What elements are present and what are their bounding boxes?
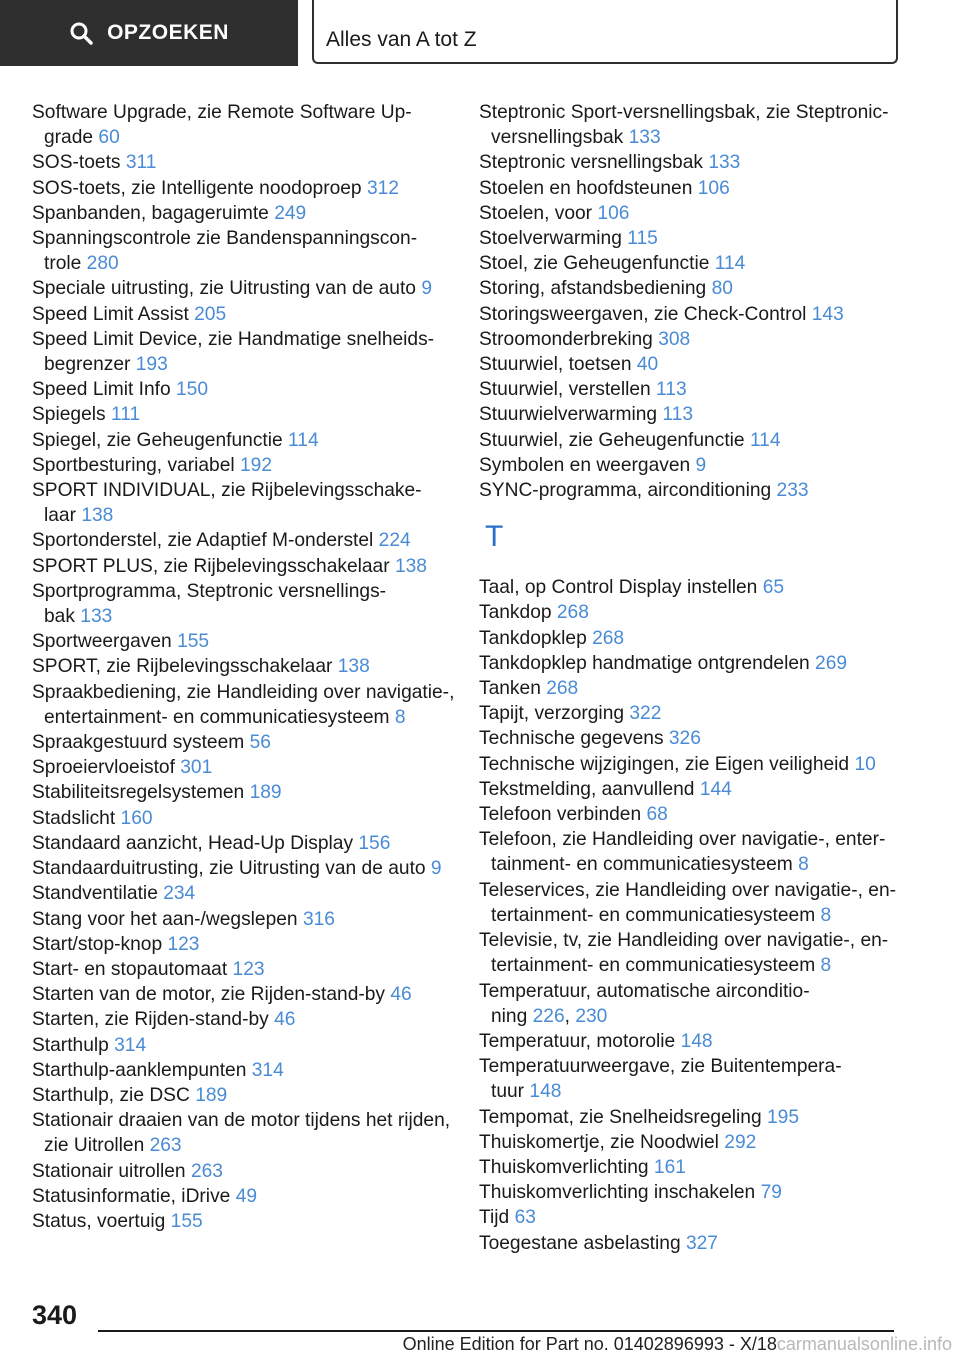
page-link[interactable]: 280: [86, 253, 119, 275]
entry-text: Tankdopklep: [479, 627, 587, 649]
index-entry: [479, 478, 899, 503]
index-entry: [479, 676, 899, 701]
page-link[interactable]: 123: [232, 958, 265, 980]
entry-text: Standventilatie: [32, 883, 158, 905]
entry-text: Symbolen en weergaven: [479, 454, 691, 476]
page-link[interactable]: 155: [177, 631, 210, 653]
index-group-t: [479, 575, 899, 1255]
entry-text: bak: [44, 606, 75, 628]
page-link[interactable]: 56: [249, 732, 271, 754]
entry-text: Standaard aanzicht, Head-Up Display: [32, 832, 354, 854]
index-entry: [32, 629, 452, 654]
index-entry: [32, 276, 452, 301]
index-entry: [479, 701, 899, 726]
entry-text: Tekstmelding, aanvullend: [479, 778, 695, 800]
index-column-right: [479, 100, 899, 1256]
page-link[interactable]: 205: [194, 303, 227, 325]
index-entry: [32, 150, 452, 175]
index-entry: [32, 377, 452, 402]
index-entry: [32, 1007, 452, 1032]
entry-text: tuur: [491, 1081, 525, 1103]
page-link[interactable]: 113: [656, 379, 687, 401]
page-link[interactable]: 60: [98, 127, 120, 149]
index-entry: [32, 730, 452, 755]
entry-text: Starten, zie Rijden-stand-by: [32, 1009, 269, 1031]
entry-text: Televisie, tv, zie Handleiding over navigatie-, en-: [479, 930, 889, 952]
entry-text: Tanken: [479, 678, 541, 700]
entry-text: Spanningscontrole zie Bandenspanningscon-: [32, 228, 418, 250]
index-entry: [32, 176, 452, 201]
page-link[interactable]: 226: [532, 1005, 565, 1027]
index-entry: [479, 1180, 899, 1205]
index-entry: [479, 402, 899, 427]
page-link[interactable]: 114: [714, 253, 746, 275]
index-entry: [32, 327, 452, 377]
entry-text: Tijd: [479, 1207, 510, 1229]
entry-text: Speed Limit Assist: [32, 303, 189, 325]
page-link[interactable]: 144: [699, 778, 732, 800]
page-link[interactable]: 40: [636, 354, 659, 376]
entry-text: Spanbanden, bagageruimte: [32, 202, 269, 224]
index-entry: [32, 453, 452, 478]
index-group-s: [479, 100, 899, 503]
index-entry: [32, 1033, 452, 1058]
page-link[interactable]: 224: [378, 530, 411, 552]
entry-text: Sportbesturing, variabel: [32, 454, 235, 476]
page-link[interactable]: 160: [120, 807, 153, 829]
page-link[interactable]: 80: [711, 278, 733, 300]
index-entry: [479, 928, 899, 978]
page-link[interactable]: 8: [820, 955, 832, 977]
page-link[interactable]: 138: [337, 656, 370, 678]
entry-text: Tankdop: [479, 602, 552, 624]
page-link[interactable]: 156: [358, 832, 391, 854]
entry-text: ning: [491, 1005, 528, 1027]
index-entry: [479, 600, 899, 625]
page-link[interactable]: 268: [592, 627, 625, 649]
breadcrumb-label: Alles van A tot Z: [326, 28, 477, 51]
index-entry: [479, 201, 899, 226]
entry-text: Start- en stopautomaat: [32, 958, 228, 980]
page-link[interactable]: 314: [251, 1059, 284, 1081]
index-entry: [479, 251, 899, 276]
entry-text: Teleservices, zie Handleiding over navigatie-, en-: [479, 879, 897, 901]
page-link[interactable]: 114: [288, 429, 319, 451]
entry-text: Starthulp: [32, 1034, 109, 1056]
edition-text: Online Edition for Part no. 01402896993 - X/18: [402, 1334, 777, 1354]
entry-text: SOS-toets: [32, 152, 121, 174]
page-link[interactable]: 268: [546, 678, 579, 700]
index-entry: [479, 827, 899, 877]
entry-text: begrenzer: [44, 354, 131, 376]
page-link[interactable]: 8: [798, 854, 809, 876]
page-link[interactable]: 155: [170, 1210, 203, 1232]
page-link[interactable]: 268: [556, 602, 589, 624]
entry-text: Telefoon, zie Handleiding over navigatie-, enter-: [479, 829, 886, 851]
page-link[interactable]: 189: [195, 1084, 228, 1106]
page-link[interactable]: 263: [190, 1160, 223, 1182]
index-entry: [479, 1029, 899, 1054]
entry-text: Sproeiervloeistof: [32, 757, 175, 779]
entry-text: SPORT INDIVIDUAL, zie Rijbelevingsschake-: [32, 480, 422, 502]
entry-text: Thuiskomertje, zie Noodwiel: [479, 1131, 719, 1153]
index-entry: [32, 654, 452, 679]
section-letter: T: [485, 520, 504, 554]
breadcrumb-tab[interactable]: [312, 0, 898, 64]
page-link[interactable]: 308: [658, 328, 691, 350]
page-link[interactable]: 8: [820, 904, 832, 926]
index-entry: [32, 478, 452, 528]
index-entry: [32, 780, 452, 805]
index-entry: [32, 831, 452, 856]
page-link[interactable]: 195: [766, 1106, 799, 1128]
entry-text: Stoel, zie Geheugenfunctie: [479, 253, 710, 275]
entry-text: Speciale uitrusting, zie Uitrusting van de auto: [32, 278, 416, 300]
page-link[interactable]: 46: [390, 984, 412, 1006]
entry-text: Stang voor het aan-/wegslepen: [32, 908, 298, 930]
entry-text: Thuiskomverlichting: [479, 1156, 649, 1178]
index-entry: [479, 802, 899, 827]
page-link[interactable]: 63: [514, 1207, 536, 1229]
entry-text: Stoelen en hoofdsteunen: [479, 177, 693, 199]
index-entry: [32, 528, 452, 553]
entry-text: SPORT, zie Rijbelevingsschakelaar: [32, 656, 333, 678]
entry-text: zie Uitrollen: [44, 1135, 145, 1157]
entry-text: Storing, afstandsbediening: [479, 278, 707, 300]
entry-text: Stroomonderbreking: [479, 328, 653, 350]
page-link[interactable]: 263: [149, 1135, 182, 1157]
entry-text: SYNC-programma, airconditioning: [479, 480, 772, 502]
entry-text: Temperatuurweergave, zie Buitentempera-: [479, 1056, 842, 1078]
entry-text: Thuiskomverlichting inschakelen: [479, 1182, 756, 1204]
index-entry: [32, 428, 452, 453]
index-entry: [479, 1130, 899, 1155]
page-link[interactable]: 161: [653, 1156, 686, 1178]
entry-text: entertainment- en communicatiesysteem: [44, 706, 390, 728]
entry-text: Status, voertuig: [32, 1210, 166, 1232]
index-entry: [32, 1108, 452, 1158]
entry-text: Stationair uitrollen: [32, 1160, 186, 1182]
entry-text: Steptronic versnellingsbak: [479, 152, 703, 174]
entry-text: Stuurwiel, zie Geheugenfunctie: [479, 429, 745, 451]
index-entry: [32, 907, 452, 932]
page-link[interactable]: 230: [575, 1005, 608, 1027]
index-entry: [479, 651, 899, 676]
entry-text: Stuurwielverwarming: [479, 404, 658, 426]
entry-text: Stuurwiel, verstellen: [479, 379, 651, 401]
index-entry: [479, 1054, 899, 1104]
entry-text: versnellingsbak: [491, 127, 624, 149]
index-entry: [479, 752, 899, 777]
page-link[interactable]: 9: [695, 454, 707, 476]
watermark-text: carmanualsonline.info: [776, 1334, 952, 1354]
index-entry: [479, 626, 899, 651]
page-link[interactable]: 106: [597, 202, 630, 224]
index-entry: [479, 878, 899, 928]
page-link[interactable]: 189: [249, 782, 282, 804]
page-link[interactable]: 327: [685, 1232, 718, 1254]
index-entry: [479, 302, 899, 327]
page-link[interactable]: 143: [811, 303, 844, 325]
index-entry: [479, 1231, 899, 1256]
footer-divider: [98, 1330, 894, 1332]
index-entry: [479, 777, 899, 802]
index-entry: [32, 680, 455, 730]
entry-text: Sportonderstel, zie Adaptief M-onderstel: [32, 530, 374, 552]
page-link[interactable]: 193: [135, 354, 168, 376]
index-entry: [479, 100, 899, 150]
page-link[interactable]: 79: [760, 1182, 782, 1204]
entry-text: Spiegels: [32, 404, 106, 426]
entry-text: tainment- en communicatiesysteem: [491, 854, 793, 876]
page-link[interactable]: 9: [430, 858, 442, 880]
index-entry: [32, 856, 452, 881]
entry-text: Temperatuur, motorolie: [479, 1030, 676, 1052]
page-link[interactable]: 111: [110, 404, 141, 426]
index-entry: [479, 575, 899, 600]
entry-text: SOS-toets, zie Intelligente noodoproep: [32, 177, 362, 199]
index-entry: [32, 302, 452, 327]
entry-text: Tapijt, verzorging: [479, 703, 625, 725]
entry-text: Temperatuur, automatische airconditio-: [479, 980, 810, 1002]
page-number: 340: [32, 1300, 78, 1330]
index-entry: [479, 1105, 899, 1130]
index-entry: [32, 881, 452, 906]
entry-text: Spiegel, zie Geheugenfunctie: [32, 429, 283, 451]
page-link[interactable]: 269: [815, 652, 848, 674]
index-entry: [479, 726, 899, 751]
page-link[interactable]: 148: [680, 1030, 713, 1052]
index-entry: [479, 377, 899, 402]
index-entry: [32, 554, 452, 579]
page-link[interactable]: 192: [240, 454, 273, 476]
index-entry: [32, 1209, 452, 1234]
index-entry: [32, 1083, 452, 1108]
page-link[interactable]: 9: [421, 278, 432, 300]
index-entry: [32, 579, 452, 629]
index-entry: [32, 1058, 452, 1083]
index-entry: [479, 327, 899, 352]
entry-text: SPORT PLUS, zie Rijbelevingsschakelaar: [32, 555, 390, 577]
index-entry: [479, 150, 899, 175]
index-entry: [32, 1159, 452, 1184]
page-link[interactable]: 249: [274, 202, 307, 224]
index-entry: [32, 201, 452, 226]
page-link[interactable]: 233: [776, 480, 809, 502]
index-entry: [479, 428, 899, 453]
entry-text: Standaarduitrusting, zie Uitrusting van de auto: [32, 858, 426, 880]
page-link[interactable]: 314: [114, 1034, 147, 1056]
index-entry: [32, 226, 452, 276]
page-link[interactable]: 10: [854, 753, 876, 775]
entry-text: Start/stop-knop: [32, 933, 163, 955]
entry-text: Stationair draaien van de motor tijdens het rijden,: [32, 1110, 451, 1132]
entry-text: Storingsweergaven, zie Check-Control: [479, 303, 807, 325]
index-entry: [479, 176, 899, 201]
entry-text: Sportprogramma, Steptronic versnellings-: [32, 580, 387, 602]
entry-text: Tankdopklep handmatige ontgrendelen: [479, 652, 810, 674]
entry-text: Speed Limit Info: [32, 379, 171, 401]
entry-text: Sportweergaven: [32, 631, 172, 653]
index-entry: [479, 352, 899, 377]
index-entry: [32, 1184, 452, 1209]
page-link[interactable]: 234: [163, 883, 196, 905]
page-link[interactable]: 113: [662, 404, 694, 426]
page-link[interactable]: 123: [167, 933, 200, 955]
index-column-left: [32, 100, 455, 1234]
index-entry: [32, 755, 452, 780]
page-link[interactable]: 311: [125, 152, 157, 174]
entry-text: trole: [44, 253, 82, 275]
page-link[interactable]: 106: [697, 177, 730, 199]
index-entry: [32, 806, 452, 831]
index-entry: [479, 226, 899, 251]
page-link[interactable]: 114: [749, 429, 781, 451]
index-entry: [32, 100, 452, 150]
entry-text: Technische wijzigingen, zie Eigen veiligheid: [479, 753, 850, 775]
entry-text: Taal, op Control Display instellen: [479, 577, 758, 599]
search-label: OPZOEKEN: [107, 21, 229, 44]
entry-text: tertainment- en communicatiesysteem: [491, 904, 816, 926]
page-link[interactable]: 133: [708, 152, 741, 174]
index-entry: [32, 402, 452, 427]
index-entry: [479, 276, 899, 301]
page-link[interactable]: 133: [80, 606, 113, 628]
index-entry: [32, 957, 452, 982]
entry-text: Statusinformatie, iDrive: [32, 1185, 231, 1207]
entry-text: Spraakbediening, zie Handleiding over navigatie-,: [32, 681, 455, 703]
entry-text: Technische gegevens: [479, 728, 664, 750]
page-link[interactable]: 316: [302, 908, 335, 930]
entry-text: Spraakgestuurd systeem: [32, 732, 245, 754]
entry-text: grade: [44, 127, 94, 149]
page-link[interactable]: 312: [366, 177, 399, 199]
entry-text: Stoelen, voor: [479, 202, 593, 224]
search-button[interactable]: [0, 0, 298, 66]
page-link[interactable]: 115: [627, 228, 658, 250]
index-entry: [479, 1155, 899, 1180]
page-link[interactable]: 292: [724, 1131, 757, 1153]
page-link[interactable]: 49: [235, 1185, 258, 1207]
entry-text: Stadslicht: [32, 807, 116, 829]
entry-text: tertainment- en communicatiesysteem: [491, 955, 816, 977]
entry-text: Stabiliteitsregelsystemen: [32, 782, 245, 804]
page-link[interactable]: 148: [529, 1081, 562, 1103]
page-link[interactable]: 68: [646, 804, 668, 826]
page-link[interactable]: 301: [180, 757, 213, 779]
entry-text: Starthulp, zie DSC: [32, 1084, 190, 1106]
index-entry: [479, 453, 899, 478]
entry-text: Software Upgrade, zie Remote Software Up-: [32, 102, 412, 123]
index-entry: [32, 932, 452, 957]
page-link[interactable]: 138: [394, 555, 427, 577]
top-navigation: [0, 0, 960, 66]
entry-text: Starten van de motor, zie Rijden-stand-by: [32, 984, 386, 1006]
entry-text: Stuurwiel, toetsen: [479, 354, 632, 376]
footer-edition: [403, 1334, 952, 1355]
page-link[interactable]: 46: [274, 1009, 296, 1031]
entry-text: laar: [44, 505, 76, 527]
entry-text: Toegestane asbelasting: [479, 1232, 681, 1254]
index-entry: [32, 982, 452, 1007]
entry-text: Starthulp-aanklempunten: [32, 1059, 247, 1081]
page-link[interactable]: 326: [668, 728, 701, 750]
page-link[interactable]: 8: [394, 706, 406, 728]
page-link[interactable]: 65: [762, 577, 785, 599]
entry-text: Telefoon verbinden: [479, 804, 642, 826]
index-entry: Temperatuur, automatische airconditio- ning 226, 230: [479, 980, 810, 1027]
page-link[interactable]: 133: [628, 127, 661, 149]
entry-text: Stoelverwarming: [479, 228, 622, 250]
entry-text: Speed Limit Device, zie Handmatige snelheids-: [32, 328, 435, 350]
page-link[interactable]: 138: [81, 505, 114, 527]
entry-text: Steptronic Sport-versnellingsbak, zie Steptronic-: [479, 102, 889, 123]
page-link[interactable]: 322: [629, 703, 662, 725]
index-entry: [479, 1205, 899, 1230]
page-link[interactable]: 150: [176, 379, 209, 401]
entry-text: Tempomat, zie Snelheidsregeling: [479, 1106, 762, 1128]
search-icon: [69, 21, 93, 45]
